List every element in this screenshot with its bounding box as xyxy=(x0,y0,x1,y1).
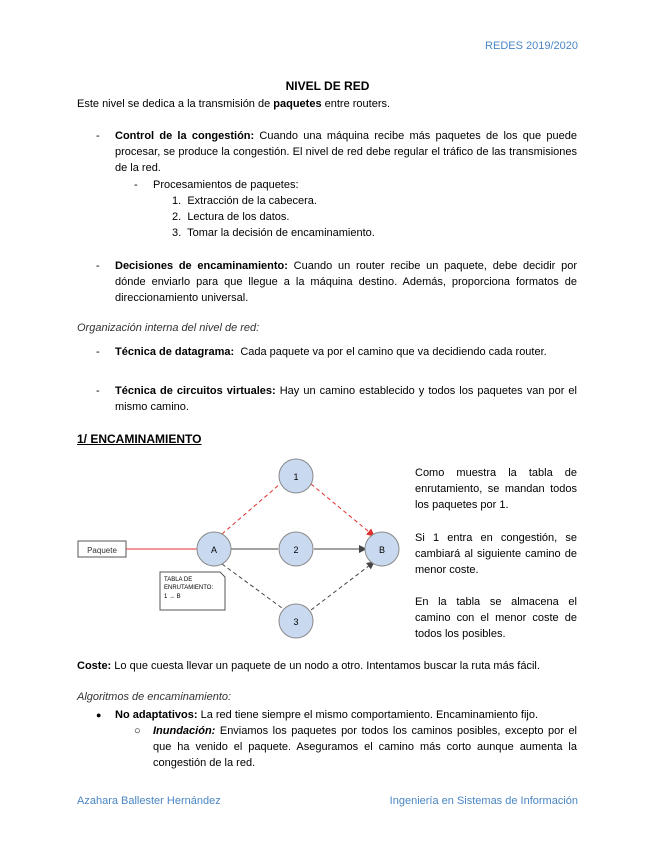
congestion-sub-bullet: - xyxy=(134,179,138,191)
intro-paragraph xyxy=(77,96,577,112)
edge-a-3 xyxy=(222,564,282,608)
decisions-term: Decisiones de encaminamiento: xyxy=(115,260,288,272)
congestion-text: Cuando una máquina recibe más paquetes de los que puede procesar, se produce la congestión. El nivel de red debe regular el tráfico de las transmisiones de la red. xyxy=(115,130,577,174)
org-text: Cada paquete va por el camino que va decidiendo cada router. xyxy=(234,346,547,358)
intro-text-before: Este nivel se dedica a la transmisión de xyxy=(77,98,274,110)
routing-table-line2: ENRUTAMIENTO: xyxy=(164,585,214,591)
routing-table-line1: TABLA DE xyxy=(164,577,193,583)
algorithms-term: No adaptativos: xyxy=(115,709,198,721)
congestion-subitem xyxy=(134,177,299,193)
edge-a-1 xyxy=(222,484,280,534)
list-item xyxy=(172,225,375,241)
page-title-text: NIVEL DE RED xyxy=(285,79,370,93)
org-heading: Organización interna del nivel de red: xyxy=(77,322,260,334)
side-paragraph-1: Como muestra la tabla de enrutamiento, se mandan todos los paquetes por 1. xyxy=(415,467,577,511)
congestion-term: Control de la congestión: xyxy=(115,130,255,142)
coste-term: Coste: xyxy=(77,660,112,672)
org-bullet: - xyxy=(96,385,100,397)
edge-1-b xyxy=(311,484,374,536)
node-1-label: 1 xyxy=(293,472,299,482)
algorithms-sub-bullet: ○ xyxy=(134,725,141,737)
intro-bold: paquetes xyxy=(273,98,322,110)
page-title xyxy=(0,79,655,93)
list-item xyxy=(172,193,375,209)
node-2-label: 2 xyxy=(293,545,299,555)
node-a-label: A xyxy=(210,545,218,555)
step-text: Lectura de los datos. xyxy=(187,211,290,223)
course-header: REDES 2019/2020 xyxy=(485,40,578,52)
step-text: Extracción de la cabecera. xyxy=(187,195,317,207)
footer-degree: Ingeniería en Sistemas de Información xyxy=(389,795,578,807)
decisions-bullet: - xyxy=(96,260,100,272)
org-term: Técnica de circuitos virtuales: xyxy=(115,385,276,397)
org-item-virtual-circuits xyxy=(96,383,577,415)
org-item-datagram xyxy=(96,342,577,362)
node-3-label: 3 xyxy=(293,617,299,627)
algorithms-sub-text: Enviamos los paquetes por todos los caminos posibles, excepto por el que ha venido el paquete. Aseguramos el camino más corto aunque aumenta la congestión de la red. xyxy=(153,725,577,769)
step-number: 1. xyxy=(172,195,182,207)
routing-table-line3: 1 → B xyxy=(164,594,181,600)
algorithms-sub-term: Inundación: xyxy=(153,725,216,737)
step-text: Tomar la decisión de encaminamiento. xyxy=(187,227,375,239)
intro-text-after: entre routers. xyxy=(321,98,391,110)
congestion-item xyxy=(96,128,577,176)
packet-label: Paquete xyxy=(87,546,117,555)
section-title: 1/ ENCAMINAMIENTO xyxy=(77,432,202,446)
algorithms-text: La red tiene siempre el mismo comportamiento. Encaminamiento fijo. xyxy=(197,709,539,721)
steps-list xyxy=(172,193,375,241)
org-term: Técnica de datagrama: xyxy=(115,346,235,358)
routing-diagram xyxy=(70,450,410,650)
algorithms-subitem xyxy=(134,723,577,771)
side-paragraph-2: Si 1 entra en congestión, se cambiará al siguiente camino de menor coste. xyxy=(415,532,577,576)
algorithms-bullet: ● xyxy=(96,710,102,720)
edge-3-b xyxy=(311,562,374,610)
org-bullet: - xyxy=(96,346,100,358)
step-number: 3. xyxy=(172,227,182,239)
side-paragraph-3: En la tabla se almacena el camino con el menor coste de todos los posibles. xyxy=(415,596,577,640)
coste-text: Lo que cuesta llevar un paquete de un nodo a otro. Intentamos buscar la ruta más fácil. xyxy=(111,660,540,672)
decisions-text: Cuando un router recibe un paquete, debe decidir por dónde enviarlo para que llegue a la máquina destino. Además, proporciona formatos de direccionamiento universal. xyxy=(115,260,578,304)
coste-paragraph xyxy=(77,658,587,674)
decisions-item xyxy=(96,258,578,306)
footer-author: Azahara Ballester Hernández xyxy=(77,795,221,807)
list-item xyxy=(172,209,375,225)
org-text: Hay un camino establecido y todos los paquetes van por el mismo camino. xyxy=(115,385,577,413)
algorithms-heading: Algoritmos de encaminamiento: xyxy=(77,691,232,703)
step-number: 2. xyxy=(172,211,182,223)
congestion-sub-text: Procesamientos de paquetes: xyxy=(153,179,299,191)
congestion-bullet: - xyxy=(96,130,100,142)
algorithms-item xyxy=(96,707,585,723)
node-b-label: B xyxy=(378,545,386,555)
